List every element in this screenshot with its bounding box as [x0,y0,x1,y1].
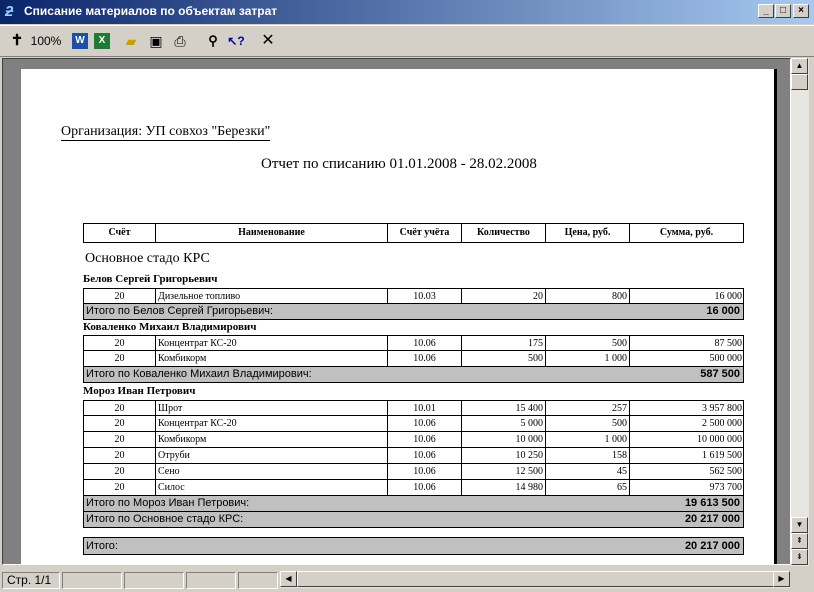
find-icon[interactable]: ⚲ [208,33,218,48]
report-title: Отчет по списанию 01.01.2008 - 28.02.2008 [261,156,537,172]
window-title: Списание материалов по объектам затрат [24,4,278,18]
section-total: Итого по Основное стадо КРС: 20 217 000 [83,512,744,528]
table-row: 20 Комбикорм 10.06 10 000 1 000 10 000 000 [83,432,744,448]
close-button[interactable]: × [793,4,809,18]
maximize-button[interactable]: □ [775,4,791,18]
table-row: 20 Комбикорм 10.06 500 1 000 500 000 [83,351,744,367]
header-sum: Сумма, руб. [659,227,714,238]
prev-page-button[interactable]: ⇞ [791,533,808,549]
table-row: 20 Концентрат КС-20 10.06 5 000 500 2 500 000 [83,416,744,432]
scroll-down-button[interactable]: ▼ [791,517,808,533]
word-export-icon[interactable]: W [72,33,88,49]
status-cell [62,572,122,589]
excel-export-icon[interactable]: X [94,33,110,49]
person-name: Коваленко Михаил Владимирович [83,321,257,333]
header-name: Наименование [156,224,388,242]
report-viewport[interactable] [2,58,791,565]
context-help-icon[interactable]: ↖? [227,34,245,48]
horizontal-scrollbar[interactable] [280,571,790,588]
vertical-scrollbar[interactable] [791,58,809,566]
status-cell [124,572,184,589]
hscroll-thumb[interactable] [297,571,787,587]
header-account: Счёт [84,224,156,242]
organization-label: Организация: УП совхоз "Березки" [61,124,271,139]
person-name: Белов Сергей Григорьевич [83,273,218,285]
save-icon[interactable]: ▣ [149,33,163,49]
zoom-tool-icon[interactable]: ✝ [10,32,24,49]
table-row: 20 Сено 10.06 12 500 45 562 500 [83,464,744,480]
page-indicator: Стр. 1/1 [2,572,60,589]
table-header [83,223,744,243]
close-preview-icon[interactable]: ✕ [261,32,275,49]
title-bar[interactable] [0,0,814,24]
group-total: Итого по Мороз Иван Петрович: 19 613 500 [83,496,744,512]
table-row: 20 Шрот 10.01 15 400 257 3 957 800 [83,400,744,416]
table-row: 20 Отруби 10.06 10 250 158 1 619 500 [83,448,744,464]
header-ledger: Счёт учёта [388,224,462,242]
zoom-level[interactable]: 100% [30,34,62,48]
status-cell [238,572,278,589]
group-total: Итого по Белов Сергей Григорьевич: 16 000 [83,304,744,320]
toolbar [0,25,814,57]
table-row: 20 Концентрат КС-20 10.06 175 500 87 500 [83,335,744,351]
header-quantity: Количество [462,224,546,242]
table-row: 20 Силос 10.06 14 980 65 973 700 [83,480,744,496]
status-cell [186,572,236,589]
minimize-button[interactable]: _ [758,4,774,18]
header-price: Цена, руб. [546,224,630,242]
scroll-right-button[interactable]: ▶ [773,571,790,587]
app-icon: ƻ [5,3,14,20]
next-page-button[interactable]: ⇟ [791,549,808,565]
table-row: 20 Дизельное топливо 10.03 20 800 16 000 [83,288,744,304]
person-name: Мороз Иван Петрович [83,385,196,397]
grand-total: Итого: 20 217 000 [83,537,744,555]
group-total: Итого по Коваленко Михаил Владимирович: 587 500 [83,367,744,383]
open-folder-icon[interactable]: ▰ [125,33,137,49]
scroll-up-button[interactable]: ▲ [791,58,808,74]
report-page [21,69,777,565]
scroll-thumb[interactable] [791,74,808,90]
scroll-left-button[interactable]: ◀ [280,571,297,587]
print-icon[interactable]: ⎙ [174,33,186,49]
section-title: Основное стадо КРС [85,251,210,266]
